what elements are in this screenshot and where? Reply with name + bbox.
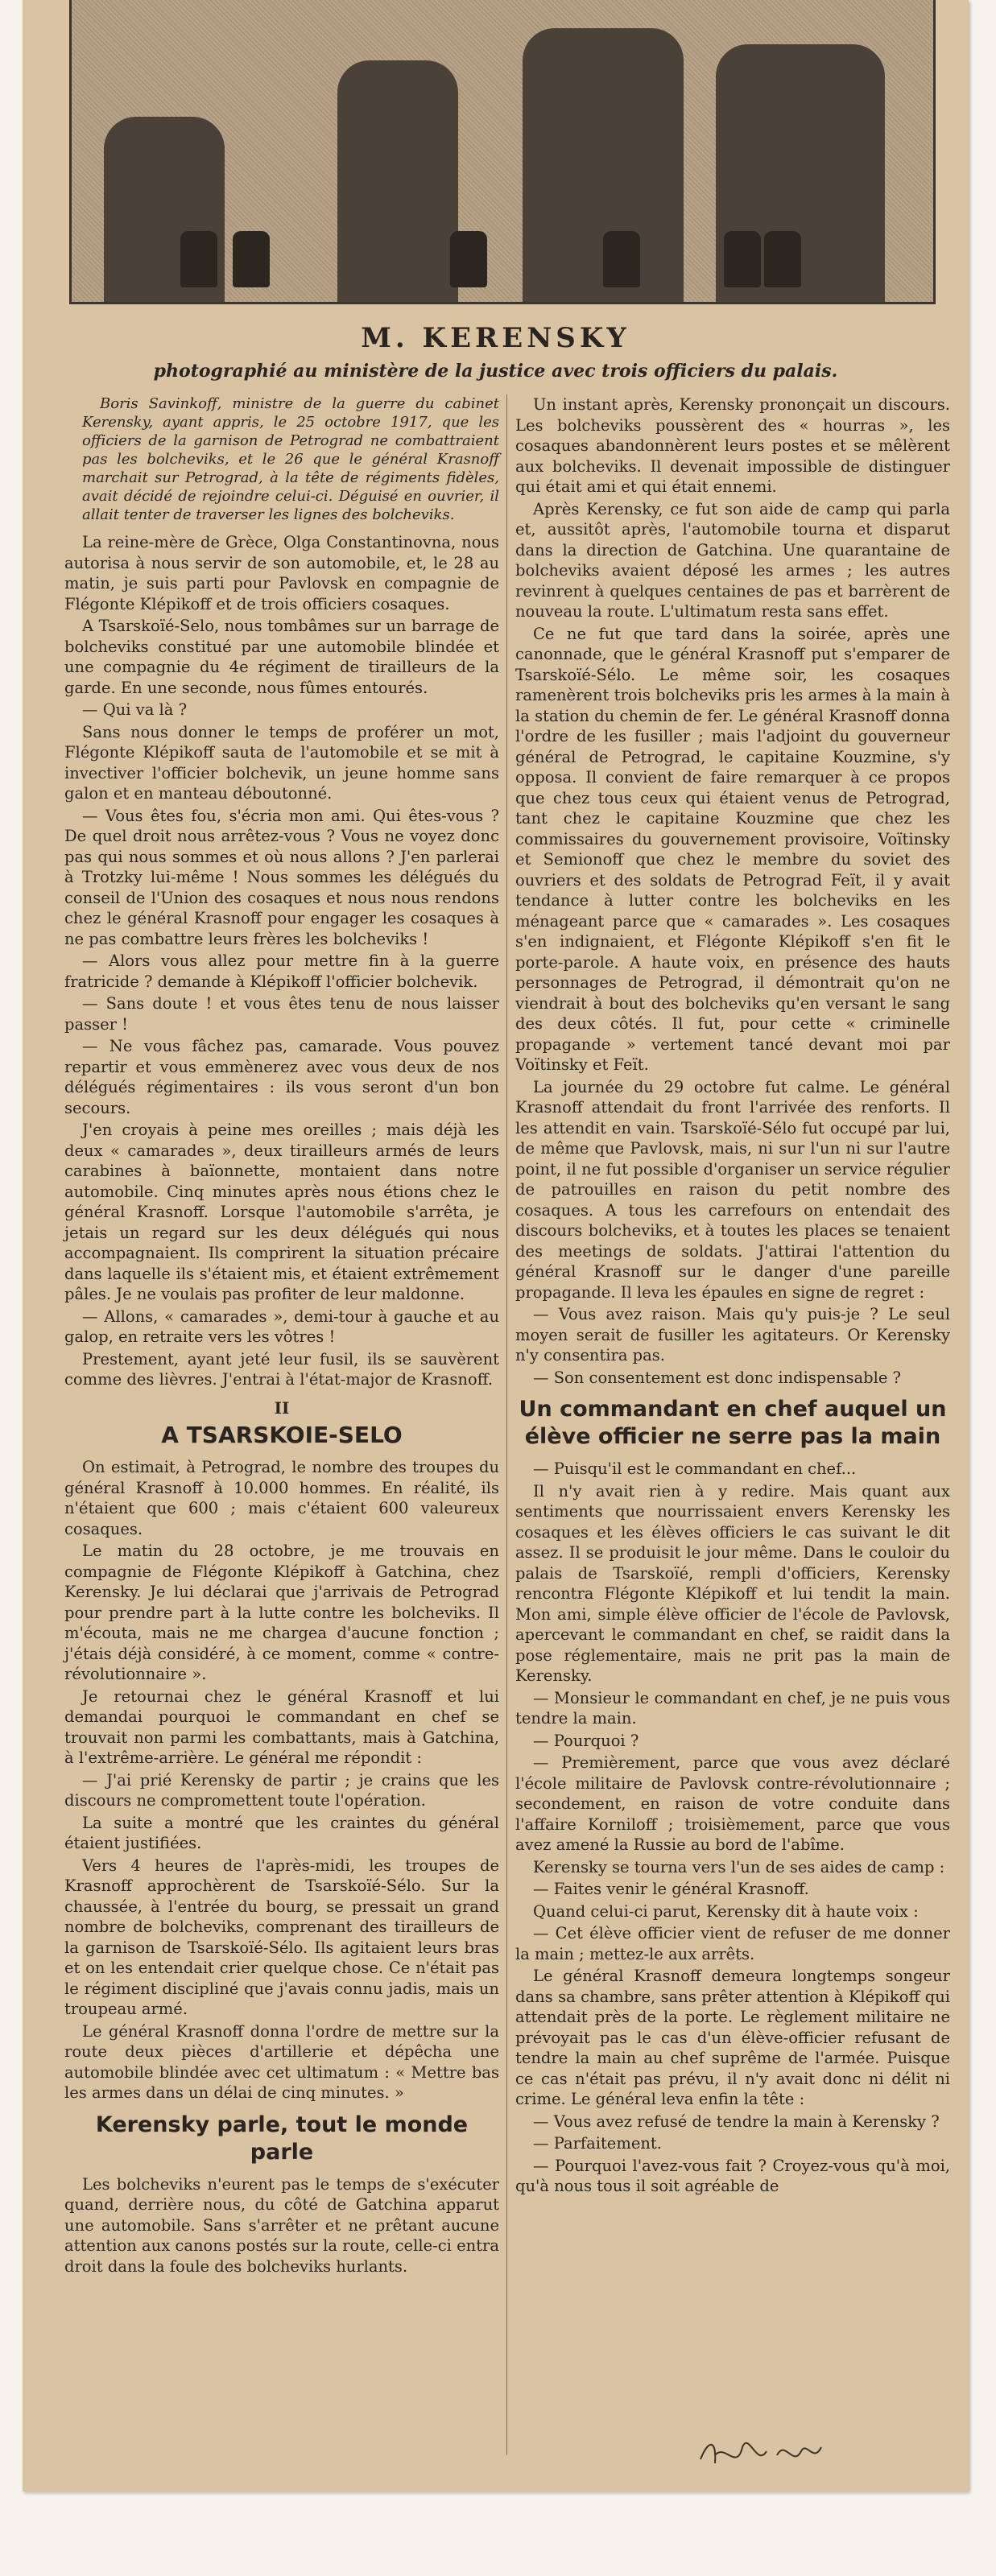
- photo-boot: [233, 231, 270, 287]
- right-column: [515, 394, 950, 2198]
- paragraph: — Vous avez raison. Mais qu'y puis-je ? Le seul moyen serait de fusiller les agitateurs. Or Kerensky n'y consentira pas.: [515, 1305, 950, 1364]
- paragraph: Prestement, ayant jeté leur fusil, ils se sauvèrent comme des lièvres. J'entrai à l'état-major de Krasnoff.: [64, 1349, 499, 1389]
- paragraph: On estimait, à Petrograd, le nombre des troupes du général Krasnoff à 10.000 hommes. En réalité, ils n'étaient que 600 ; mais c'étaient 600 valeureux cosaques.: [64, 1458, 499, 1538]
- paragraph: Le matin du 28 octobre, je me trouvais en compagnie de Flégonte Klépikoff à Gatchina, chez Kerensky. Je lui déclarai que j'arrivais de Petrograd pour prendre part à la lutte contre les bolcheviks. Il m'écouta, mais ne me chargea d'aucune fonction ; j'étais déjà considéré, à ce moment, comme « contre-révolutionnaire ».: [64, 1542, 499, 1683]
- photo-boot: [764, 231, 801, 287]
- paragraph: Le général Krasnoff donna l'ordre de mettre sur la route deux pièces d'artillerie et dépêcha une automobile blindée avec cet ultimatum : « Mettre bas les armes dans un délai de cinq minutes. »: [64, 2021, 499, 2102]
- caption-title: M. KERENSKY: [361, 322, 630, 354]
- paragraph: Je retournai chez le général Krasnoff et lui demandai pourquoi le commandant en chef se trouvait non parmi les combattants, mais à Gatchina, à l'extrême-arrière. Le général me répondit :: [64, 1686, 499, 1767]
- paragraph: — Alors vous allez pour mettre fin à la guerre fratricide ? demande à Klépikoff l'officier bolchevik.: [64, 952, 499, 991]
- paragraph: — Sans doute ! et vous êtes tenu de nous laisser passer !: [64, 994, 499, 1034]
- paragraph: — Allons, « camarades », demi-tour à gauche et au galop, en retraite vers les vôtres !: [64, 1307, 499, 1346]
- photo-boot: [450, 231, 487, 287]
- paragraph: La suite a montré que les craintes du général étaient justifiées.: [64, 1813, 499, 1852]
- paragraph: Sans nous donner le temps de proférer un mot, Flégonte Klépikoff sauta de l'automobile et se mit à invectiver l'officier bolchevik, un jeune homme sans galon et en manteau déboutonné.: [64, 722, 499, 803]
- paragraph: Ce ne fut que tard dans la soirée, après une canonnade, que le général Krasnoff put s'emparer de Tsarskoïé-Sélo. Le même soir, les cosaques ramenèrent trois bolcheviks pris les armes à la main à la station du chemin de fer. Le général Krasnoff donna l'ordre de les fusiller ; mais l'adjoint du gouverneur général de Petrograd, le capitaine Kouzmine, s'y opposa. Il convient de faire remarquer à ce propos que chez tous ceux qui étaient venus de Petrograd, tant chez le capitaine Kouzmine que chez les commissaires du gouvernement provisoire, Voïtinsky et Semionoff que chez le membre du soviet des ouvriers et des soldats de Petrograd Feït, il y avait tendance à lutter contre les bolcheviks en les ménageant parce que « camarades ». Les cosaques s'en indignaient, et Flégonte Klépikoff s'en fit le porte-parole. A haute voix, en présence des hauts personnages de Petrograd, il démontrait qu'on ne viendrait à bout des bolcheviks qu'en versant le sang des deux côtés. Il fut, pour cette « criminelle propagande » vertement tancé devant moi par Voïtinsky et Feït.: [515, 624, 950, 1074]
- photograph: [69, 0, 936, 304]
- photo-boot: [603, 231, 640, 287]
- paragraph: — Parfaitement.: [533, 2134, 662, 2153]
- photo-boot: [724, 231, 761, 287]
- caption-subtitle: photographié au ministère de la justice avec trois officiers du palais.: [153, 361, 838, 382]
- section-heading: Kerensky parle, tout le monde parle: [95, 2112, 469, 2165]
- section-heading: A TSARSKOIE-SELO: [161, 1422, 403, 1448]
- paragraph: Les bolcheviks n'eurent pas le temps de s'exécuter quand, derrière nous, du côté de Gatchina apparut une automobile. Sans s'arrêter et ne prêtant aucune attention aux canons postés sur la route, celle-ci entra droit dans la foule des bolcheviks hurlants.: [64, 2174, 499, 2276]
- photo-boot: [180, 231, 217, 287]
- paragraph: — Pourquoi l'avez-vous fait ? Croyez-vous qu'à moi, qu'à nous tous il soit agréable de: [515, 2156, 950, 2195]
- paragraph: Quand celui-ci parut, Kerensky dit à haute voix :: [533, 1901, 919, 1921]
- paragraph: — Cet élève officier vient de refuser de me donner la main ; mettez-le aux arrêts.: [515, 1924, 950, 1963]
- paragraph: Un instant après, Kerensky prononçait un discours. Les bolcheviks poussèrent des « hourras », les cosaques abandonnèrent leurs postes et se mêlèrent aux bolcheviks. Il devenait impossible de distinguer qui était ami et qui était ennemi.: [515, 395, 950, 496]
- paragraph: Vers 4 heures de l'après-midi, les troupes de Krasnoff approchèrent de Tsarskoïé-Sélo. Sur la chaussée, à l'entrée du bourg, se pressait un grand nombre de bolcheviks, comprenant des tirailleurs de la garnison de Tsarskoïé-Sélo. Ils agitaient leurs bras et on les entendait crier quelque chose. Ce n'était pas le régiment discipliné que j'avais connu jadis, mais un troupeau armé.: [64, 1856, 499, 2018]
- paragraph: Le général Krasnoff demeura longtemps songeur dans sa chambre, sans prêter attention à Klépikoff qui attendait près de la porte. Le règlement militaire ne prévoyait pas le cas d'un élève-officier refusant de tendre la main au chef suprême de l'armée. Puisque ce cas n'était pas prévu, il n'y avait donc ni délit ni crime. Le général leva enfin la tête :: [515, 1967, 950, 2108]
- paragraph: Après Kerensky, ce fut son aide de camp qui parla et, aussitôt après, l'automobile tourna et disparut dans la direction de Gatchina. Une quarantaine de bolcheviks avaient déposé les armes ; les autres revinrent à quelques centaines de pas et barrèrent de nouveau la route. L'ultimatum resta sans effet.: [515, 499, 950, 621]
- newspaper-clipping: [23, 0, 969, 2491]
- paragraph: A Tsarskoïé-Selo, nous tombâmes sur un barrage de bolcheviks constitué par une automobile blindée et une compagnie du 4e régiment de tirailleurs de la garde. En une seconde, nous fûmes entourés.: [64, 617, 499, 697]
- intro-paragraph: Boris Savinkoff, ministre de la guerre du cabinet Kerensky, ayant appris, le 25 octobre 1917, que les officiers de la garnison de Petrograd ne combattraient pas les bolcheviks, et le 26 que le général Krasnoff marchait sur Petrograd, à la tête de régiments fidèles, avait décidé de rejoindre celui-ci. Déguisé en ouvrier, il allait tenter de traverser les lignes des bolcheviks.: [82, 395, 499, 523]
- paragraph: — Pourquoi ?: [533, 1731, 639, 1750]
- paragraph: La journée du 29 octobre fut calme. Le général Krasnoff attendait du front l'arrivée des renforts. Il les attendit en vain. Tsarskoïé-Sélo fut occupé par lui, de même que Pavlovsk, mais, ni sur l'un ni sur l'autre point, il ne fut possible d'organiser un service régulier de patrouilles en raison du petit nombre des cosaques. A tous les carrefours on entendait des discours bolcheviks, et à toutes les places se tenaient des meetings de soldats. J'attirai l'attention du général Krasnoff sur le danger d'une pareille propagande. Il leva les épaules en signe de regret :: [515, 1077, 950, 1302]
- paragraph: J'en croyais à peine mes oreilles ; mais déjà les deux « camarades », deux tirailleurs armés de leurs carabines à baïonnette, montaient dans notre automobile. Cinq minutes après nous étions chez le général Krasnoff. Lorsque l'automobile s'arrêta, je jetais un regard sur les deux délégués qui nous accompagnaient. Ils comprirent la situation précaire dans laquelle ils s'étaient mis, et étaient extrêmement pâles. Je ne voulais pas profiter de leur maldonne.: [64, 1121, 499, 1303]
- paragraph: — Monsieur le commandant en chef, je ne puis vous tendre la main.: [515, 1688, 950, 1728]
- photo-figure: [337, 60, 458, 302]
- paragraph: — Vous avez refusé de tendre la main à Kerensky ?: [533, 2112, 940, 2131]
- paragraph: — J'ai prié Kerensky de partir ; je crains que les discours ne compromettent toute l'opération.: [64, 1770, 499, 1810]
- paragraph: — Qui va là ?: [82, 700, 188, 719]
- paragraph: Kerensky se tourna vers l'un de ses aides de camp :: [533, 1857, 945, 1876]
- paragraph: — Faites venir le général Krasnoff.: [533, 1880, 809, 1898]
- paragraph: — Vous êtes fou, s'écria mon ami. Qui êtes-vous ? De quel droit nous arrêtez-vous ? Vous ne voyez donc pas qui nous sommes et où nous allons ? J'en parlerai à Trotzky lui-même ! Nous sommes les délégués du conseil de l'Union des cosaques et nous nous rendons chez le général Krasnoff pour engager les cosaques à ne pas combattre leurs frères les bolcheviks !: [64, 806, 499, 948]
- paragraph: — Ne vous fâchez pas, camarade. Vous pouvez repartir et vous emmènerez avec vous deux de nos délégués régimentaires : ils vous seront d'un bon secours.: [64, 1037, 499, 1117]
- paragraph: La reine-mère de Grèce, Olga Constantinovna, nous autorisa à nous servir de son automobile, et, le 28 au matin, je suis parti pour Pavlovsk en compagnie de Flégonte Klépikoff et de trois officiers cosaques.: [64, 533, 499, 613]
- handwritten-signature: [692, 2423, 853, 2479]
- paragraph: — Premièrement, parce que vous avez déclaré l'école militaire de Pavlovsk contre-révolutionnaire ; secondement, en raison de votre conduite dans l'affaire Korniloff ; troisièmement, parce que vous avez amené la Russie au bord de l'abîme.: [515, 1753, 950, 1854]
- paragraph: Il n'y avait rien à y redire. Mais quant aux sentiments que nourrissaient envers Kerensky les cosaques et les élèves officiers le cas suivant le dit assez. Il se produisit le jour même. Dans le couloir du palais de Tsarskoïé, rempli d'officiers, Kerensky rencontra Flégonte Klépikoff et lui tendit la main. Mon ami, simple élève officier de l'école de Pavlovsk, apercevant le commandant en chef, se raidit dans la pose réglementaire, mais ne prit pas la main de Kerensky.: [515, 1481, 950, 1685]
- paragraph: — Son consentement est donc indispensable ?: [533, 1368, 902, 1387]
- section-number: II: [274, 1397, 290, 1418]
- section-heading: Un commandant en chef auquel un élève officier ne serre pas la main: [519, 1397, 947, 1449]
- paragraph: — Puisqu'il est le commandant en chef...: [533, 1459, 857, 1478]
- left-column: [64, 394, 499, 2278]
- column-divider: [506, 394, 507, 2455]
